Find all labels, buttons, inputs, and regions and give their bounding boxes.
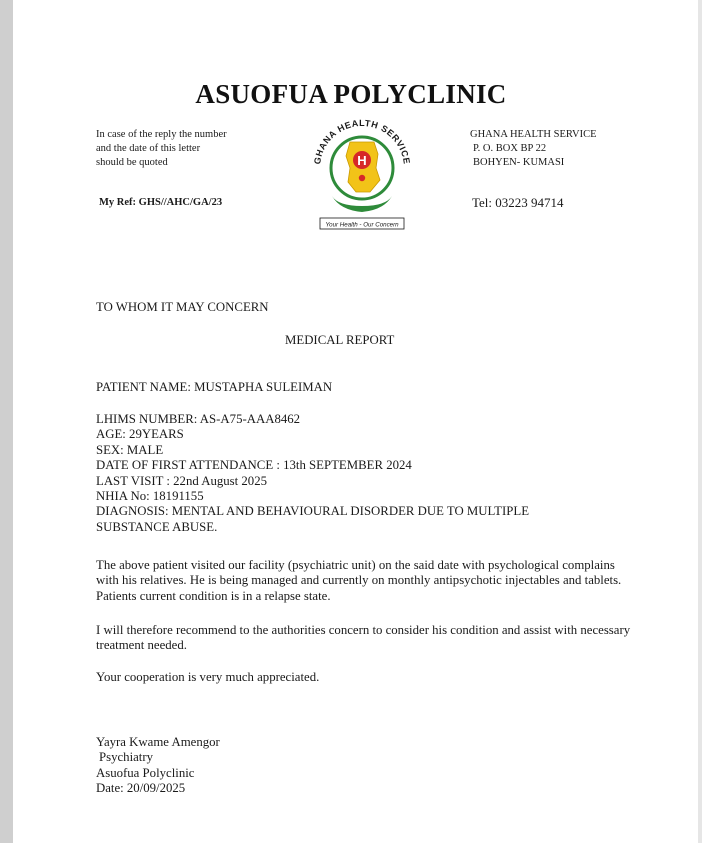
paragraph-visit: The above patient visited our facility (psychiatric unit) on the said date with psychological complains with his relatives. He is being managed and currently on monthly antipsychotic injectables and tablets. Patients current condition is in a relapse state. (96, 558, 622, 603)
signatory-name: Yayra Kwame Amengor (96, 735, 220, 749)
reply-note-line: should be quoted (96, 157, 168, 168)
detail-line: AGE: 29YEARS (96, 427, 184, 442)
detail-line: LAST VISIT : 22nd August 2025 (96, 473, 268, 488)
scan-left-border (0, 0, 13, 843)
scan-right-border (698, 0, 702, 843)
report-heading: MEDICAL REPORT (285, 333, 395, 347)
reply-note (96, 128, 227, 170)
reply-note-line: In case of the reply the number (96, 129, 227, 140)
clinic-address (470, 128, 597, 170)
logo-dot (359, 175, 365, 181)
detail-line: SEX: MALE (96, 442, 164, 457)
signatory-facility: Asuofua Polyclinic (96, 765, 195, 780)
logo-h-letter: H (357, 153, 367, 168)
address-line: P. O. BOX BP 22 (473, 143, 547, 154)
logo-ring-text: GHANA HEALTH SERVICE (312, 117, 412, 165)
signature-block (96, 735, 220, 797)
detail-line: DIAGNOSIS: MENTAL AND BEHAVIOURAL DISORDER DUE TO MULTIPLE (96, 504, 530, 519)
reference-number: My Ref: GHS//AHC/GA/23 (99, 197, 223, 208)
patient-details (96, 412, 529, 535)
paragraph-recommendation: I will therefore recommend to the authorities concern to consider his condition and assist with necessary treatment needed. (96, 623, 631, 653)
paragraph-closing: Your cooperation is very much appreciated. (96, 670, 320, 684)
clinic-title: ASUOFUA POLYCLINIC (195, 79, 507, 109)
signatory-department: Psychiatry (99, 750, 154, 765)
patient-name: PATIENT NAME: MUSTAPHA SULEIMAN (96, 380, 333, 394)
detail-line: LHIMS NUMBER: AS-A75-AAA8462 (96, 412, 301, 426)
reply-note-line: and the date of this letter (96, 143, 201, 154)
telephone: Tel: 03223 94714 (472, 195, 564, 210)
address-line: BOHYEN- KUMASI (473, 157, 565, 168)
salutation: TO WHOM IT MAY CONCERN (96, 300, 269, 314)
logo-tagline: Your Health - Our Concern (325, 221, 399, 229)
detail-line: SUBSTANCE ABUSE. (96, 519, 218, 534)
detail-line: NHIA No: 18191155 (96, 489, 204, 504)
address-line: GHANA HEALTH SERVICE (470, 129, 597, 140)
ghana-health-service-logo (306, 110, 418, 232)
detail-line: DATE OF FIRST ATTENDANCE : 13th SEPTEMBER 2024 (96, 458, 412, 473)
signature-date: Date: 20/09/2025 (96, 781, 186, 796)
